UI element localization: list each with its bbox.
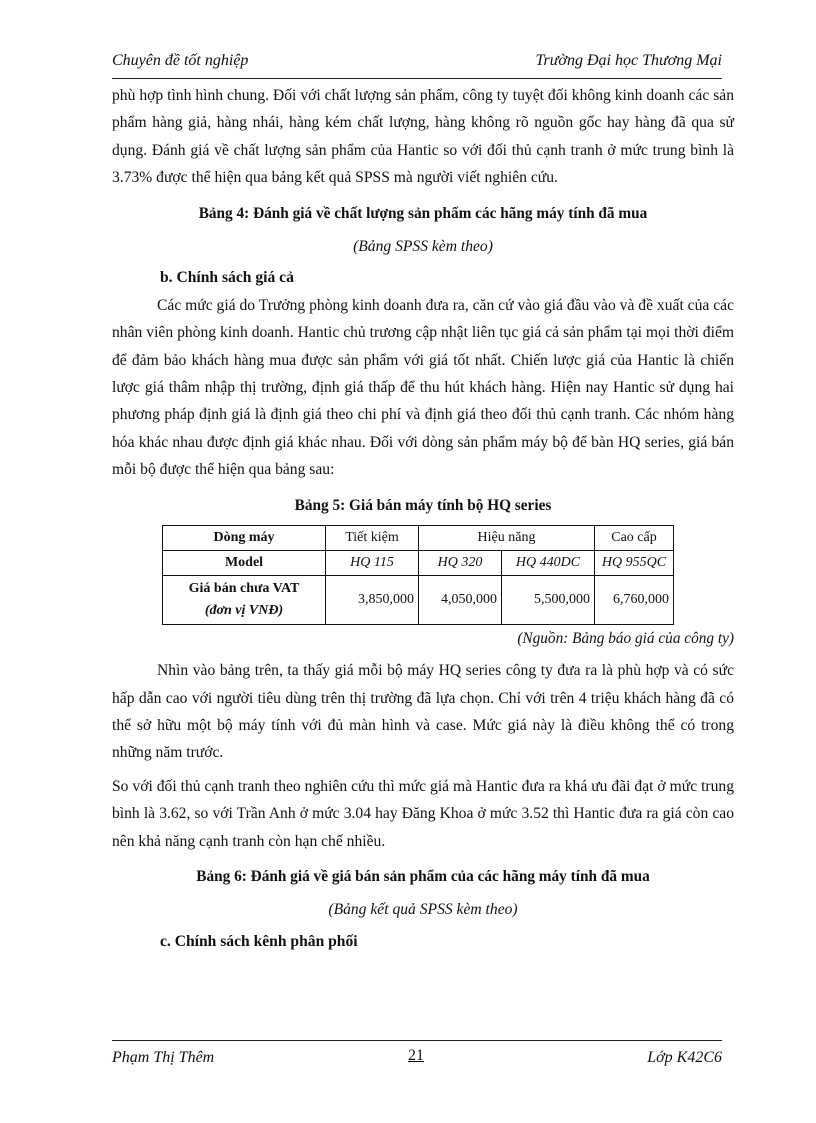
price-cell: 3,850,000 [326,576,419,625]
table4-note: (Bảng SPSS kèm theo) [353,238,493,256]
table6-caption: Bảng 6: Đánh giá về giá bán sản phẩm của các hãng máy tính đã mua [196,867,650,885]
footer-class: Lớp K42C6 [647,1049,722,1066]
paragraph-competition: So với đối thủ cạnh tranh theo nghiên cứu thì mức giá mà Hantic đưa ra khá ưu đãi đạt ở mức trung bình là 3.62, so với Trần Anh ở mức 3.04 hay Đăng Khoa ở mức 3.52 thì Hantic đưa ra giá còn cao nên khả năng cạnh tranh còn hạn chế nhiều. [112,777,734,850]
model-cell: HQ 320 [419,551,502,576]
paragraph-price-policy: Các mức giá do Trưởng phòng kinh doanh đưa ra, căn cứ vào giá đầu vào và đề xuất của các nhân viên phòng kinh doanh. Hantic chủ trương cập nhật liên tục giá cả sản phẩm tại mọi thời điểm để đảm bảo khách hàng mua được sản phẩm với giá tốt nhất. Chiến lược giá của Hantic là chiến lược giá thâm nhập thị trường, định giá thấp để thu hút khách hàng. Hiện nay Hantic sử dụng hai phương pháp định giá là định giá theo chi phí và định giá theo đối thủ cạnh tranh. Các nhóm hàng hóa khác nhau được định giá khác nhau. Đối với dòng sản phẩm máy bộ để bàn HQ series, giá bán mỗi bộ được thể hiện qua bảng sau: [112,296,734,479]
page-content [112,82,734,955]
header-right: Trường Đại học Thương Mại [535,52,722,69]
price-cell: 5,500,000 [502,576,595,625]
page-number: 21 [408,1047,424,1064]
model-cell: HQ 955QC [595,551,674,576]
model-cell: HQ 440DC [502,551,595,576]
price-label [163,576,326,625]
price-table [162,525,674,625]
price-cell: 6,760,000 [595,576,674,625]
table4-caption: Bảng 4: Đánh giá về chất lượng sản phẩm các hãng máy tính đã mua [198,204,648,222]
model-label: Model [163,551,326,576]
price-label-line1: Giá bán chưa VAT [188,581,300,597]
table5-caption: Bảng 5: Giá bán máy tính bộ HQ series [294,496,552,514]
price-cell: 4,050,000 [419,576,502,625]
price-label-line2: (đơn vị VNĐ) [204,603,284,619]
header-saving: Tiết kiệm [326,526,419,551]
page-header [112,48,722,79]
table5-source: (Nguồn: Bảng báo giá của công ty) [517,630,734,648]
header-premium: Cao cấp [595,526,674,551]
model-cell: HQ 115 [326,551,419,576]
footer-author: Phạm Thị Thêm [112,1049,215,1066]
table6-note: (Bảng kết quả SPSS kèm theo) [328,901,518,919]
table-header-row [163,526,674,551]
paragraph-quality: phù hợp tình hình chung. Đối với chất lượng sản phẩm, công ty tuyệt đối không kinh doanh các sản phẩm hàng giả, hàng nhái, hàng kém chất lượng, hàng không rõ nguồn gốc hay hàng đã qua sử dụng. Đánh giá về chất lượng sản phẩm của Hantic so với đối thủ cạnh tranh ở mức trung bình là 3.73% được thể hiện qua bảng kết quả SPSS mà người viết nghiên cứu. [112,87,734,187]
header-performance: Hiệu năng [419,526,595,551]
section-heading-distribution: c. Chính sách kênh phân phối [160,932,358,950]
table-row-model [163,551,674,576]
table-row-price [163,576,674,625]
section-heading-price: b. Chính sách giá cả [160,269,294,287]
header-left: Chuyên đề tốt nghiệp [112,52,249,69]
header-line: Dòng máy [163,526,326,551]
paragraph-analysis: Nhìn vào bảng trên, ta thấy giá mỗi bộ máy HQ series công ty đưa ra là phù hợp và có sức hấp dẫn cao với người tiêu dùng trên thị trường đã lựa chọn. Chỉ với trên 4 triệu khách hàng đã có thể sở hữu một bộ máy tính với đủ màn hình và case. Mức giá này là điều không thể có trong những năm trước. [112,662,734,762]
page-footer [112,1040,722,1075]
